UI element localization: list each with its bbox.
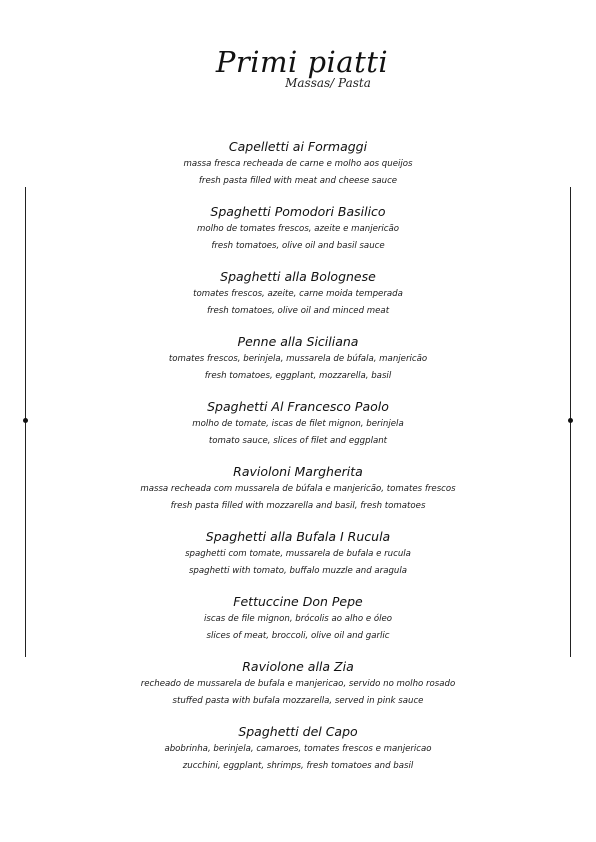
- menu-item: [0, 267, 596, 332]
- dish-description-pt: massa recheada com mussarela de búfala e manjericão, tomates frescos: [140, 484, 456, 494]
- menu-item: [0, 397, 596, 462]
- dish-description-en: stuffed pasta with bufala mozzarella, served in pink sauce: [172, 696, 424, 706]
- dish-description-pt: abobrinha, berinjela, camaroes, tomates frescos e manjericao: [164, 744, 432, 754]
- dish-description-en: fresh tomatoes, olive oil and basil sauce: [211, 241, 385, 251]
- dish-name: Spaghetti Al Francesco Paolo: [207, 399, 389, 414]
- dish-description-pt: molho de tomates frescos, azeite e manjericão: [196, 224, 400, 234]
- menu-item: [0, 202, 596, 267]
- dish-description-en: fresh pasta filled with mozzarella and basil, fresh tomatoes: [170, 501, 426, 511]
- menu-item: [0, 527, 596, 592]
- menu-item: [0, 592, 596, 657]
- dish-description-en: spaghetti with tomato, buffalo muzzle and aragula: [188, 566, 408, 576]
- menu-item: [0, 657, 596, 722]
- dish-name: Spaghetti alla Bolognese: [220, 269, 376, 284]
- dish-description-pt: spaghetti com tomate, mussarela de bufala e rucula: [185, 549, 411, 559]
- page-title: Primi piatti: [215, 45, 389, 79]
- dish-description-pt: recheado de mussarela de bufala e manjericao, servido no molho rosado: [140, 679, 456, 689]
- dish-description-pt: tomates frescos, azeite, carne moida temperada: [193, 289, 403, 299]
- dish-name: Spaghetti Pomodori Basilico: [210, 204, 386, 219]
- dish-description-en: fresh tomatoes, eggplant, mozzarella, basil: [204, 371, 392, 381]
- dish-description-pt: tomates frescos, berinjela, mussarela de búfala, manjericão: [168, 354, 428, 364]
- dish-name: Spaghetti del Capo: [238, 724, 358, 739]
- dish-name: Capelletti ai Formaggi: [228, 139, 368, 154]
- dish-description-en: fresh tomatoes, olive oil and minced meat: [206, 306, 390, 316]
- menu-item: [0, 722, 596, 787]
- menu-header: [0, 44, 596, 90]
- dish-description-en: fresh pasta filled with meat and cheese sauce: [198, 176, 398, 186]
- dish-name: Ravioloni Margherita: [233, 464, 363, 479]
- menu-item: [0, 137, 596, 202]
- dish-name: Spaghetti alla Bufala I Rucula: [205, 529, 391, 544]
- dish-name: Raviolone alla Zia: [242, 659, 354, 674]
- menu-item: [0, 332, 596, 397]
- dish-description-en: tomato sauce, slices of filet and eggplant: [208, 436, 388, 446]
- dish-name: Penne alla Siciliana: [237, 334, 359, 349]
- dish-description-pt: massa fresca recheada de carne e molho aos queijos: [183, 159, 413, 169]
- menu-item: [0, 462, 596, 527]
- menu-list: [0, 137, 596, 787]
- dish-description-pt: iscas de file mignon, brócolis ao alho e óleo: [203, 614, 393, 624]
- dish-description-en: slices of meat, broccoli, olive oil and garlic: [206, 631, 390, 641]
- dish-description-en: zucchini, eggplant, shrimps, fresh tomatoes and basil: [182, 761, 414, 771]
- page-subtitle: Massas/ Pasta: [285, 76, 371, 90]
- dish-name: Fettuccine Don Pepe: [233, 594, 363, 609]
- dish-description-pt: molho de tomate, iscas de filet mignon, berinjela: [192, 419, 404, 429]
